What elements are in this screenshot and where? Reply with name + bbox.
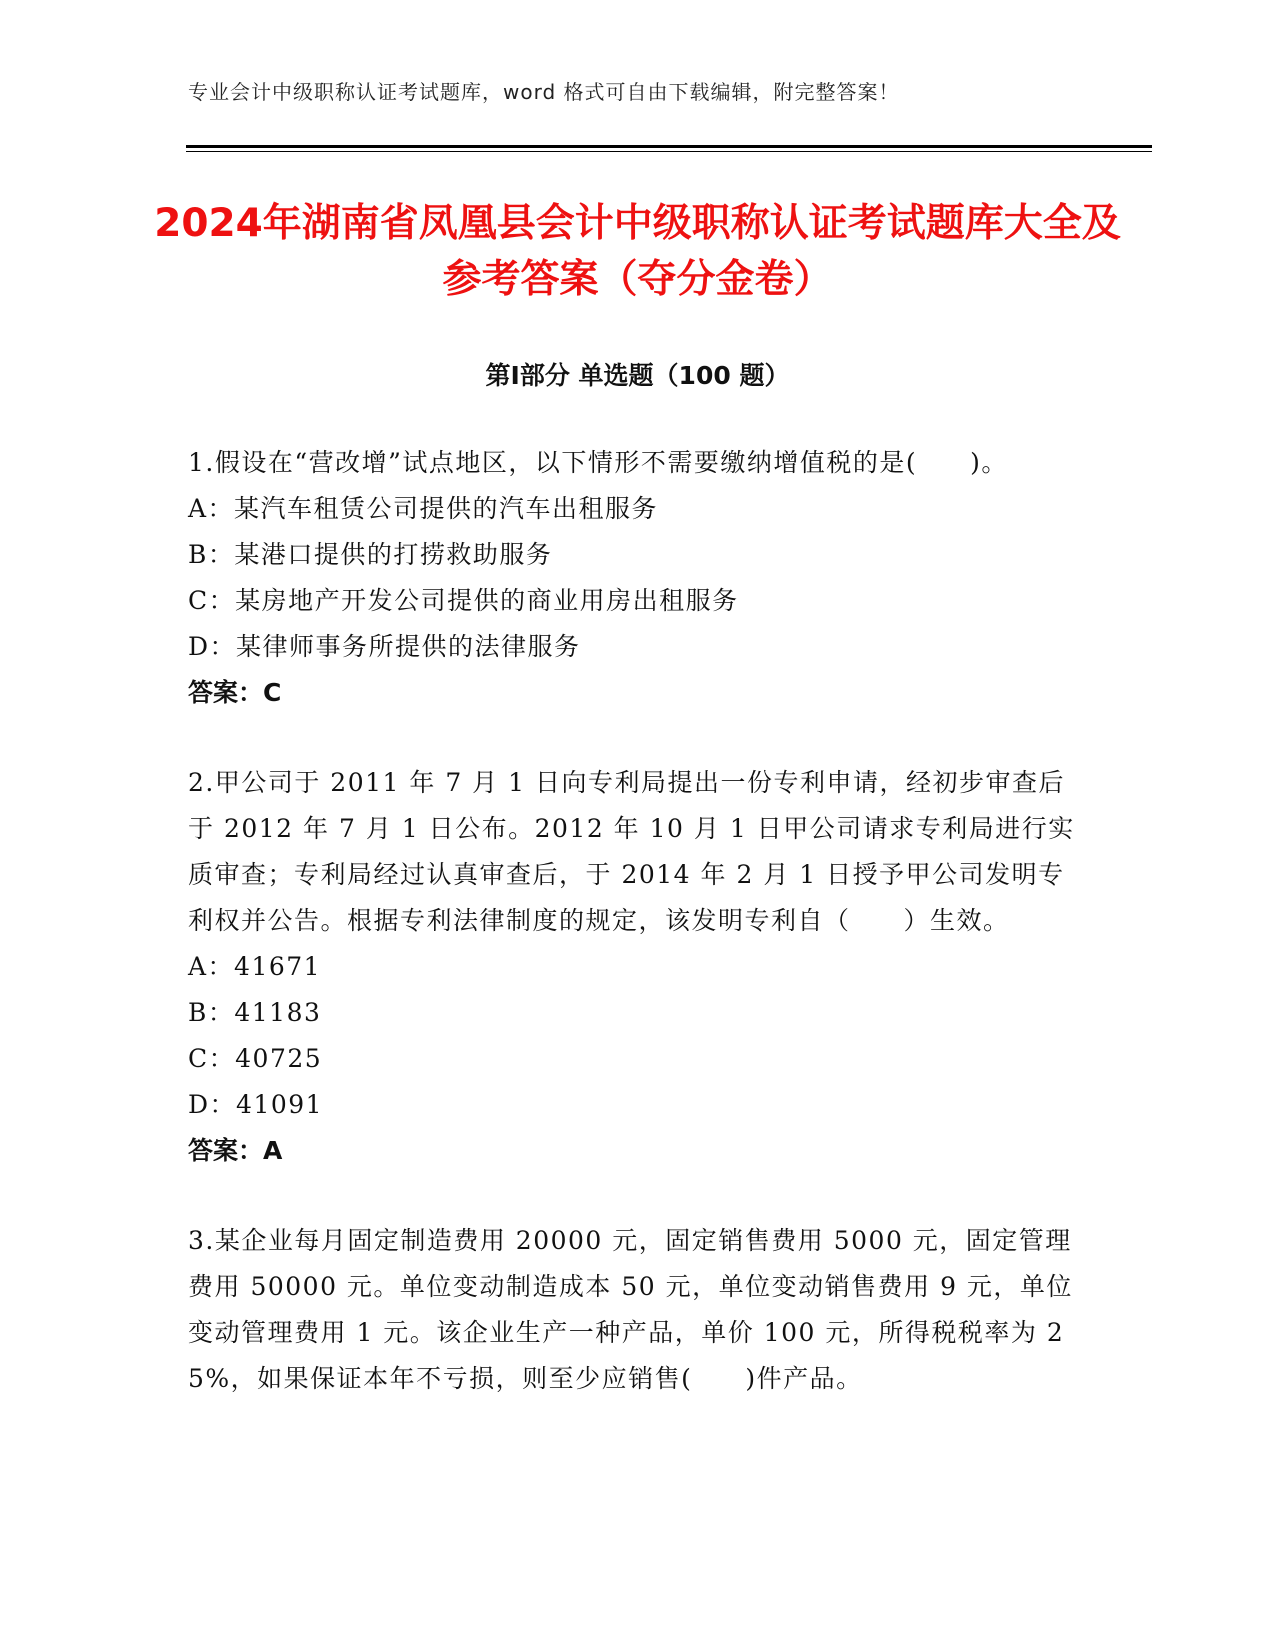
option-d: D：某律师事务所提供的法律服务 [188,632,581,661]
header-note: 专业会计中级职称认证考试题库，word 格式可自由下载编辑，附完整答案！ [188,80,900,104]
option-c: C：某房地产开发公司提供的商业用房出租服务 [188,586,739,615]
question-text: 3.某企业每月固定制造费用 20000 元，固定销售费用 5000 元，固定管理费用 50000 元。单位变动制造成本 50 元，单位变动销售费用 9 元，单位变动管理费用 1 元。该企业生产一种产品，单价 100 元，所得税税率为 25%，如果保证本年不亏损，则至少应销售( )件产品。 [188,1226,1073,1393]
option-a: A：41671 [188,952,322,981]
option-b: B：某港口提供的打捞救助服务 [188,540,553,569]
header-divider-thin [186,151,1152,152]
question-2 [188,760,1078,1174]
question-text: 2.甲公司于 2011 年 7 月 1 日向专利局提出一份专利申请，经初步审查后于 2012 年 7 月 1 日公布。2012 年 10 月 1 日甲公司请求专利局进行实质审查；专利局经过认真审查后，于 2014 年 2 月 1 日授予甲公司发明专利权并公告。根据专利法律制度的规定，该发明专利自（ ）生效。 [188,768,1075,935]
section-title: 第Ⅰ部分 单选题（100 题） [485,361,790,390]
option-a: A：某汽车租赁公司提供的汽车出租服务 [188,494,659,523]
answer: 答案：C [188,678,282,707]
question-3 [188,1218,1078,1402]
answer: 答案：A [188,1136,283,1165]
option-c: C：40725 [188,1044,323,1073]
question-list [188,440,1078,1446]
option-d: D：41091 [188,1090,324,1119]
document-title: 2024年湖南省凤凰县会计中级职称认证考试题库大全及参考答案（夺分金卷） [154,201,1121,302]
question-1 [188,440,1078,716]
question-text: 1.假设在“营改增”试点地区，以下情形不需要缴纳增值税的是( )。 [188,448,1008,477]
option-b: B：41183 [188,998,322,1027]
header-divider [186,145,1152,148]
